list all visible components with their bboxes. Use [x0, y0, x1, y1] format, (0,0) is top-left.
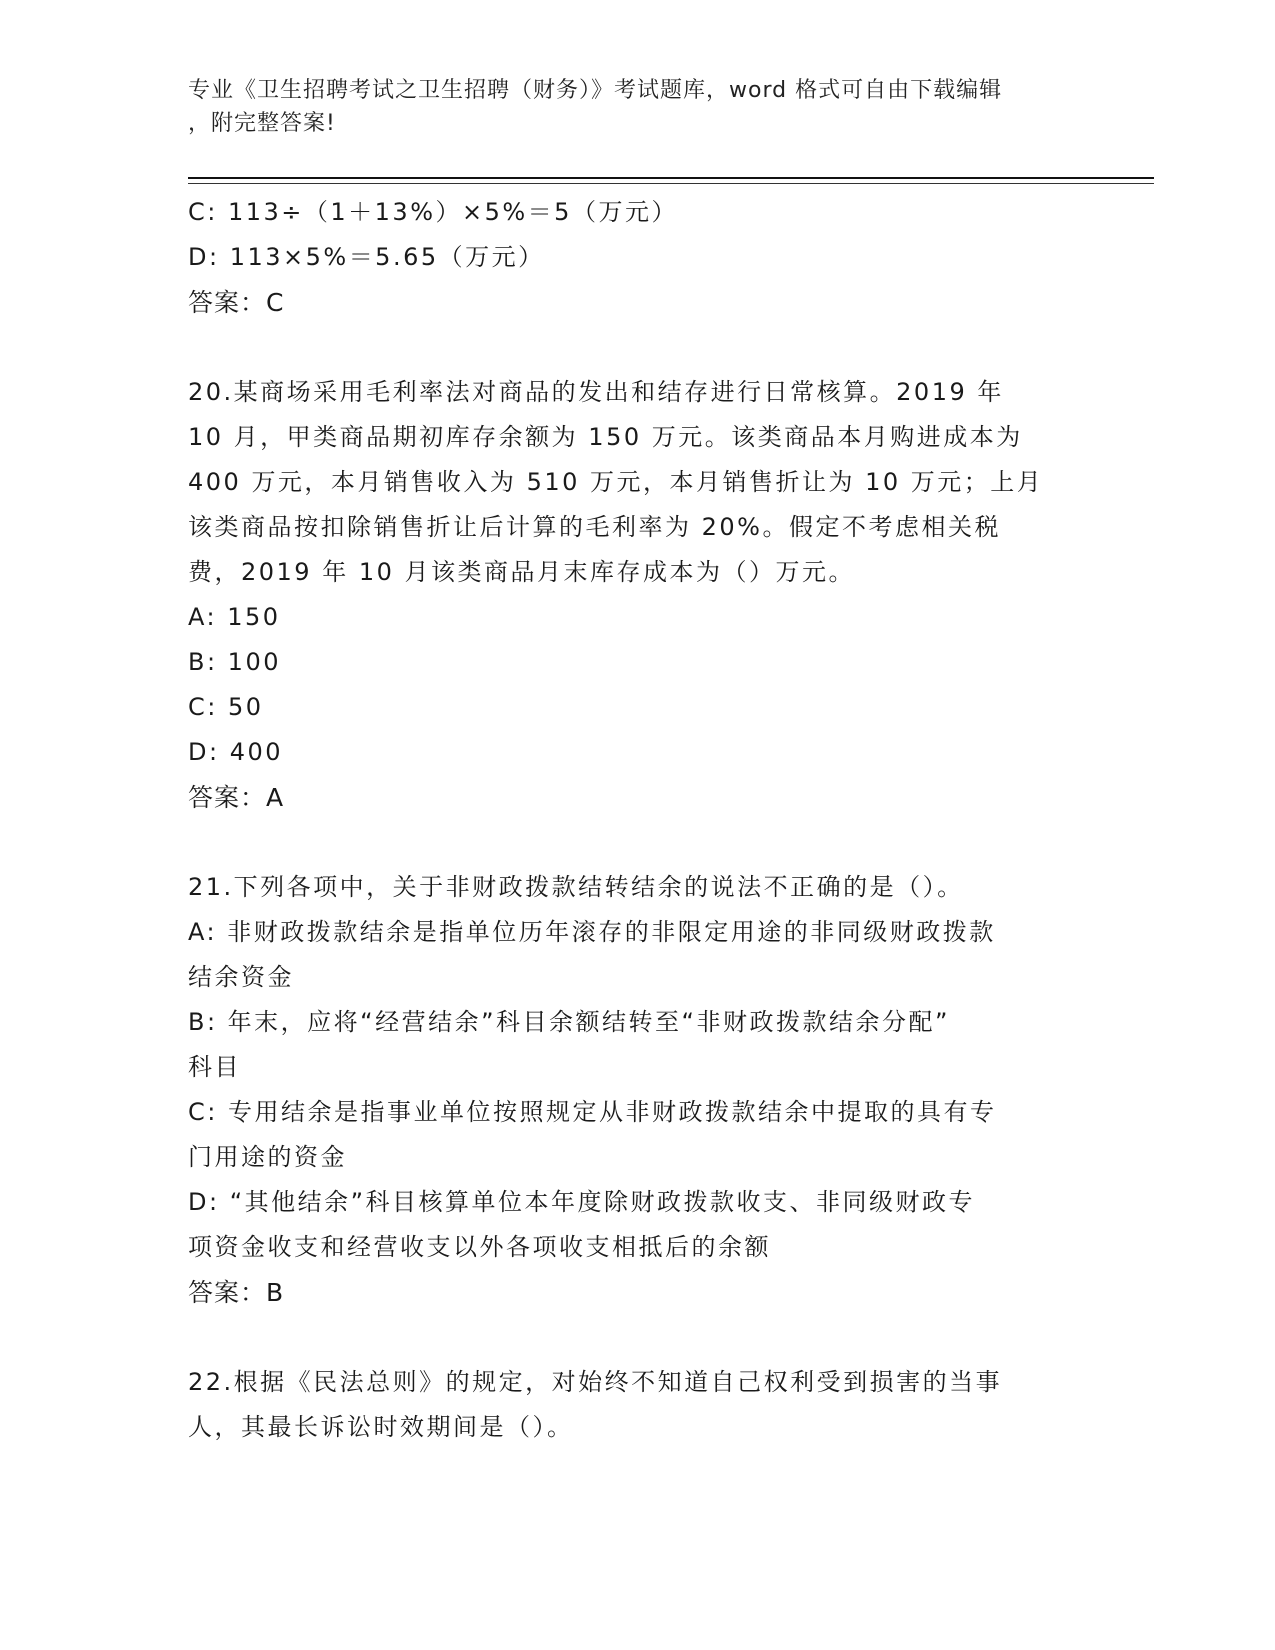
- question-stem-line: 22.根据《民法总则》的规定，对始终不知道自己权利受到损害的当事: [188, 1368, 1003, 1396]
- header-divider-thick: [188, 177, 1154, 179]
- question-stem-line: 费，2019 年 10 月该类商品月末库存成本为（）万元。: [188, 558, 856, 586]
- document-body: [188, 190, 1078, 1450]
- question-stem-line: 10 月，甲类商品期初库存余额为 150 万元。该类商品本月购进成本为: [188, 423, 1023, 451]
- question-21: [188, 865, 1078, 1315]
- question-19-tail: [188, 190, 1078, 325]
- question-stem-line: 人，其最长诉讼时效期间是（）。: [188, 1413, 574, 1441]
- option-a: A: 150: [188, 603, 281, 631]
- answer-line: 答案：B: [188, 1278, 285, 1307]
- option-c: C: 113÷（1＋13%）×5%＝5（万元）: [188, 198, 678, 226]
- option-c: C: 专用结余是指事业单位按照规定从非财政拨款结余中提取的具有专: [188, 1098, 997, 1126]
- option-d: D: “其他结余”科目核算单位本年度除财政拨款收支、非同级财政专: [188, 1188, 976, 1216]
- question-stem-line: 21.下列各项中，关于非财政拨款结转结余的说法不正确的是（）。: [188, 873, 964, 901]
- spacer: [188, 1315, 1078, 1360]
- spacer: [188, 820, 1078, 865]
- option-b: B: 100: [188, 648, 281, 676]
- header-divider-thin: [188, 183, 1154, 184]
- option-d-continued: 项资金收支和经营收支以外各项收支相抵后的余额: [188, 1233, 771, 1261]
- question-stem-line: 该类商品按扣除销售折让后计算的毛利率为 20%。假定不考虑相关税: [188, 513, 1001, 541]
- option-c: C: 50: [188, 693, 264, 721]
- option-c-continued: 门用途的资金: [188, 1143, 347, 1171]
- option-a: A: 非财政拨款结余是指单位历年滚存的非限定用途的非同级财政拨款: [188, 918, 996, 946]
- question-20: [188, 370, 1078, 820]
- spacer: [188, 325, 1078, 370]
- header-line-2: ，附完整答案!: [188, 111, 336, 136]
- question-22: [188, 1360, 1078, 1450]
- answer-line: 答案：A: [188, 783, 285, 812]
- option-b-continued: 科目: [188, 1053, 241, 1081]
- question-stem-line: 400 万元，本月销售收入为 510 万元，本月销售折让为 10 万元；上月: [188, 468, 1044, 496]
- option-d: D: 400: [188, 738, 284, 766]
- option-d: D: 113×5%＝5.65（万元）: [188, 243, 545, 271]
- question-stem-line: 20.某商场采用毛利率法对商品的发出和结存进行日常核算。2019 年: [188, 378, 1004, 406]
- option-b: B: 年末，应将“经营结余”科目余额结转至“非财政拨款结余分配”: [188, 1008, 950, 1036]
- document-header: [188, 74, 1068, 140]
- option-a-continued: 结余资金: [188, 963, 294, 991]
- answer-line: 答案：C: [188, 288, 285, 317]
- header-line-1: 专业《卫生招聘考试之卫生招聘（财务）》考试题库，word 格式可自由下载编辑: [188, 78, 1003, 103]
